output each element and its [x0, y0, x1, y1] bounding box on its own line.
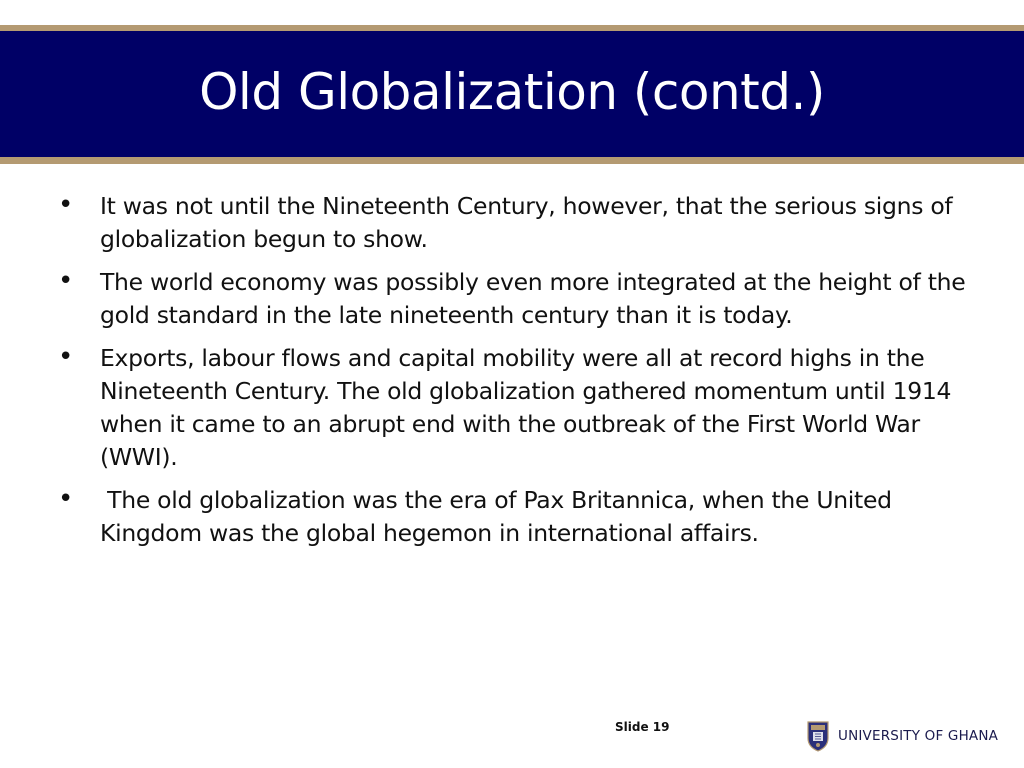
- bullet-icon: •: [58, 190, 74, 220]
- bullet-item: [56, 484, 976, 550]
- bullet-list: [56, 190, 976, 560]
- bottom-gold-stripe: [0, 157, 1024, 164]
- slide-title: Old Globalization (contd.): [199, 63, 825, 121]
- title-banner: [0, 31, 1024, 157]
- bullet-text: Exports, labour flows and capital mobility were all at record highs in the Nineteenth Century. The old globalization gathered momentum until 1914 when it came to an abrupt end with the outbreak of the First World War (WWI).: [100, 344, 952, 471]
- university-logo: [806, 720, 998, 752]
- bullet-item: [56, 342, 976, 474]
- bullet-icon: •: [58, 484, 74, 514]
- university-crest-icon: [806, 720, 830, 752]
- bullet-text: The old globalization was the era of Pax Britannica, when the United Kingdom was the global hegemon in international affairs.: [100, 486, 899, 547]
- bullet-item: [56, 190, 976, 256]
- slide-number: Slide 19: [615, 720, 670, 734]
- bullet-text: The world economy was possibly even more integrated at the height of the gold standard in the late nineteenth century than it is today.: [100, 268, 966, 329]
- bullet-item: [56, 266, 976, 332]
- bullet-text: It was not until the Nineteenth Century, however, that the serious signs of globalization begun to show.: [100, 192, 953, 253]
- university-name: UNIVERSITY OF GHANA: [838, 728, 999, 744]
- bullet-icon: •: [58, 266, 74, 296]
- bullet-icon: •: [58, 342, 74, 372]
